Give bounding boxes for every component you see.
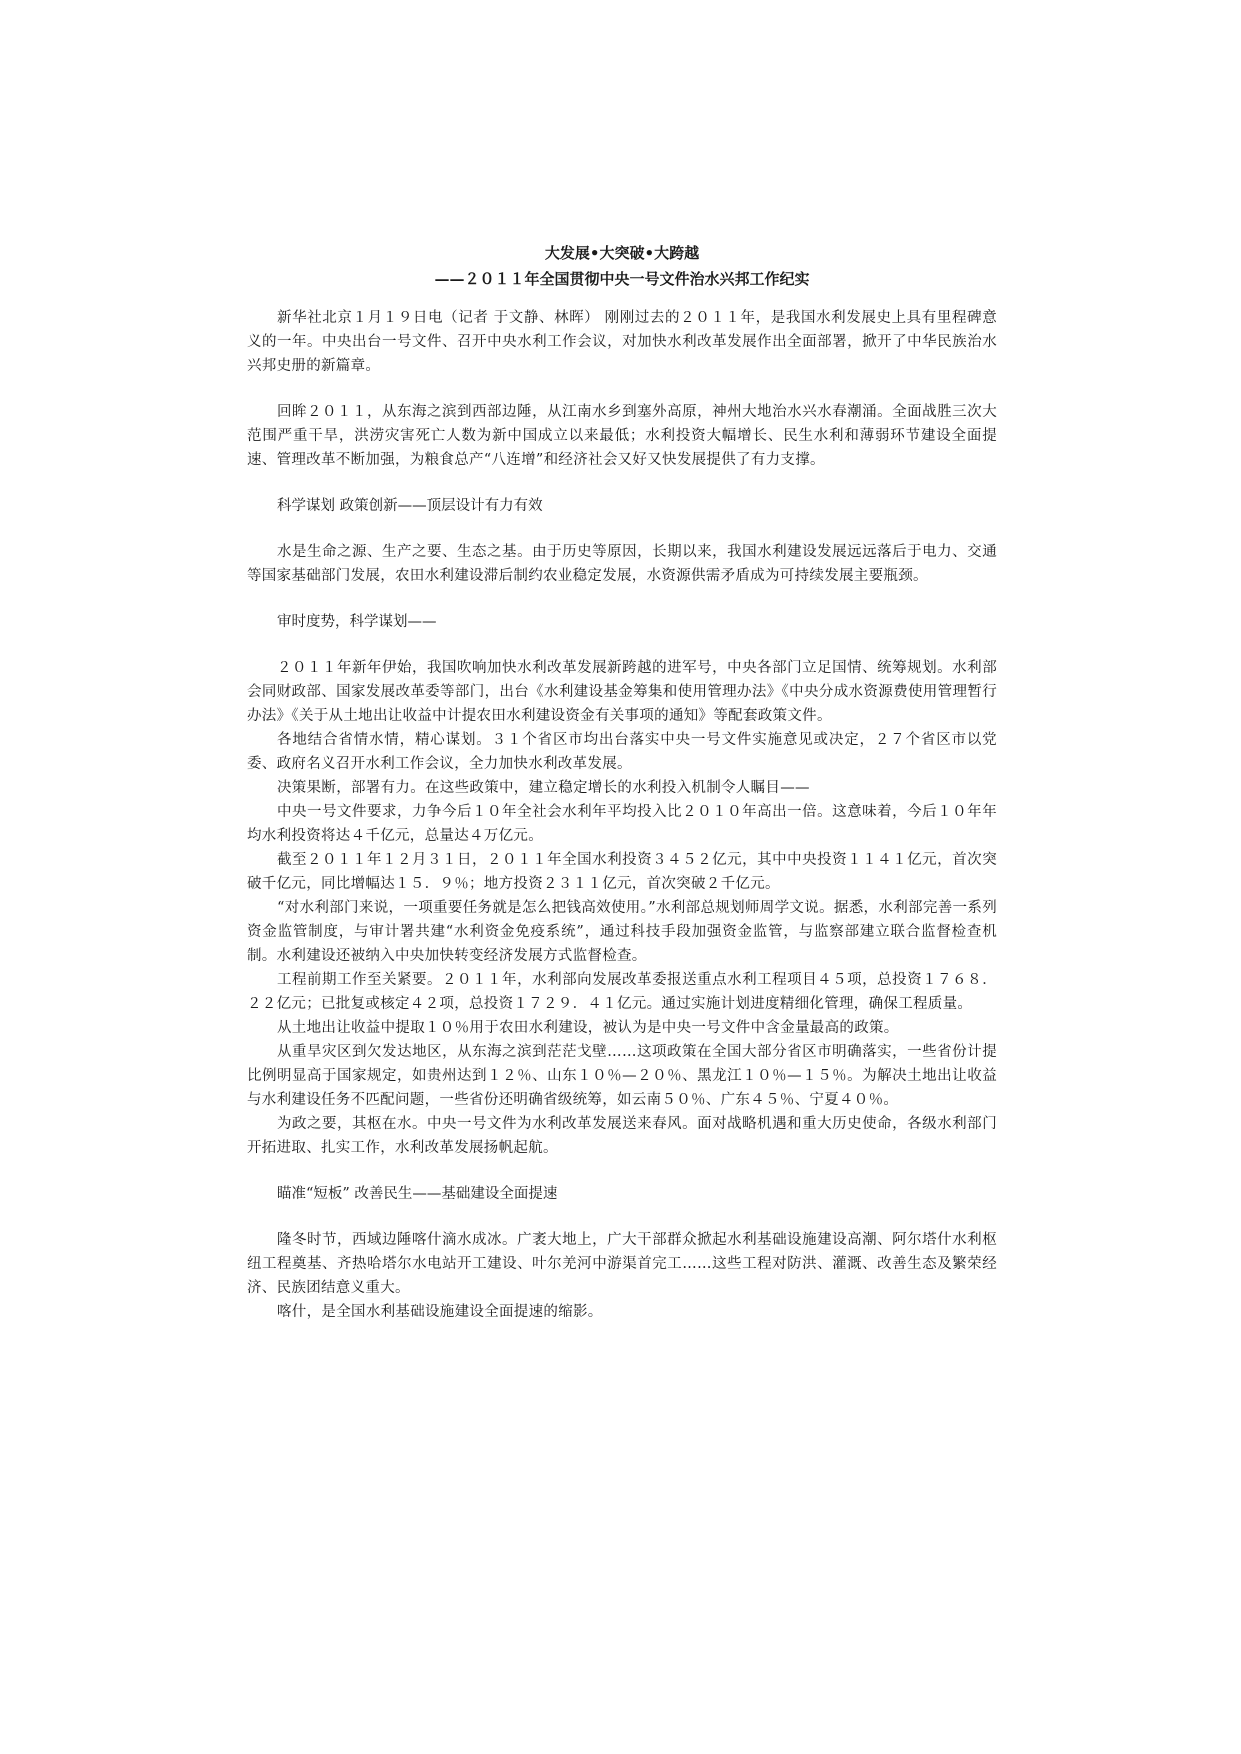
document-title: 大发展•大突破•大跨越 <box>544 244 700 262</box>
paragraph: 新华社北京１月１９日电（记者 于文静、林晖） 刚刚过去的２０１１年，是我国水利发展史上具有里程碑意义的一年。中央出台一号文件、召开中央水利工作会议，对加快水利改革发展作出全面部署，掀开了中华民族治水兴邦史册的新篇章。 <box>247 310 997 374</box>
paragraph-gap <box>247 1160 997 1182</box>
section-heading: 瞄准“短板” 改善民生——基础建设全面提速 <box>277 1186 558 1202</box>
paragraph: “对水利部门来说，一项重要任务就是怎么把钱高效使用。”水利部总规划师周学文说。据悉，水利部完善一系列资金监管制度，与审计署共建“水利资金免疫系统”，通过科技手段加强资金监管，与监察部建立联合监督检查机制。水利建设还被纳入中央加快转变经济发展方式监督检查。 <box>247 900 997 964</box>
paragraph: 水是生命之源、生产之要、生态之基。由于历史等原因，长期以来，我国水利建设发展远远落后于电力、交通等国家基础部门发展，农田水利建设滞后制约农业稳定发展，水资源供需矛盾成为可持续发展主要瓶颈。 <box>247 544 997 584</box>
paragraph: 喀什，是全国水利基础设施建设全面提速的缩影。 <box>277 1304 603 1320</box>
paragraph: 工程前期工作至关紧要。２０１１年，水利部向发展改革委报送重点水利工程项目４５项，总投资１７６８．２２亿元；已批复或核定４２项，总投资１７２９．４１亿元。通过实施计划进度精细化管理，确保工程质量。 <box>247 972 997 1012</box>
paragraph: ２０１１年新年伊始，我国吹响加快水利改革发展新跨越的进军号，中央各部门立足国情、统筹规划。水利部会同财政部、国家发展改革委等部门，出台《水利建设基金筹集和使用管理办法》《中央分成水资源费使用管理暂行办法》《关于从土地出让收益中计提农田水利建设资金有关事项的通知》等配套政策文件。 <box>247 660 997 724</box>
paragraph: 隆冬时节，西域边陲喀什滴水成冰。广袤大地上，广大干部群众掀起水利基础设施建设高潮、阿尔塔什水利枢纽工程奠基、齐热哈塔尔水电站开工建设、叶尔羌河中游渠首完工……这些工程对防洪、灌溉、改善生态及繁荣经济、民族团结意义重大。 <box>247 1232 997 1296</box>
paragraph: 从土地出让收益中提取１０％用于农田水利建设，被认为是中央一号文件中含金量最高的政策。 <box>277 1020 899 1036</box>
document-page <box>247 240 997 1324</box>
paragraph-gap <box>247 634 997 656</box>
paragraph: 截至２０１１年１２月３１日，２０１１年全国水利投资３４５２亿元，其中中央投资１１４１亿元，首次突破千亿元，同比增幅达１５．９％；地方投资２３１１亿元，首次突破２千亿元。 <box>247 852 997 892</box>
section-heading: 审时度势，科学谋划—— <box>277 614 437 630</box>
paragraph: 回眸２０１１，从东海之滨到西部边陲，从江南水乡到塞外高原，神州大地治水兴水春潮涌。全面战胜三次大范围严重干旱，洪涝灾害死亡人数为新中国成立以来最低；水利投资大幅增长、民生水利和薄弱环节建设全面提速、管理改革不断加强，为粮食总产“八连增”和经济社会又好又快发展提供了有力支撑。 <box>247 404 997 468</box>
paragraph: 决策果断，部署有力。在这些政策中，建立稳定增长的水利投入机制令人瞩目—— <box>277 780 810 796</box>
paragraph: 为政之要，其枢在水。中央一号文件为水利改革发展送来春风。面对战略机遇和重大历史使命，各级水利部门开拓进取、扎实工作，水利改革发展扬帆起航。 <box>247 1116 997 1156</box>
paragraph: 中央一号文件要求，力争今后１０年全社会水利年平均投入比２０１０年高出一倍。这意味着，今后１０年年均水利投资将达４千亿元，总量达４万亿元。 <box>247 804 997 844</box>
paragraph-gap <box>247 518 997 540</box>
paragraph-gap <box>247 588 997 610</box>
document-subtitle: ——２０１１年全国贯彻中央一号文件治水兴邦工作纪实 <box>434 270 810 288</box>
paragraph: 从重旱灾区到欠发达地区，从东海之滨到茫茫戈壁……这项政策在全国大部分省区市明确落实，一些省份计提比例明显高于国家规定，如贵州达到１２％、山东１０％—２０％、黑龙江１０％—１５％。为解决土地出让收益与水利建设任务不匹配问题，一些省份还明确省级统筹，如云南５０％、广东４５％、宁夏４０％。 <box>247 1044 997 1108</box>
paragraph-gap <box>247 1206 997 1228</box>
paragraph-gap <box>247 472 997 494</box>
paragraph-gap <box>247 378 997 400</box>
paragraph: 各地结合省情水情，精心谋划。３１个省区市均出台落实中央一号文件实施意见或决定，２７个省区市以党委、政府名义召开水利工作会议，全力加快水利改革发展。 <box>247 732 997 772</box>
section-heading: 科学谋划 政策创新——顶层设计有力有效 <box>277 498 543 514</box>
document-body <box>247 306 997 1324</box>
